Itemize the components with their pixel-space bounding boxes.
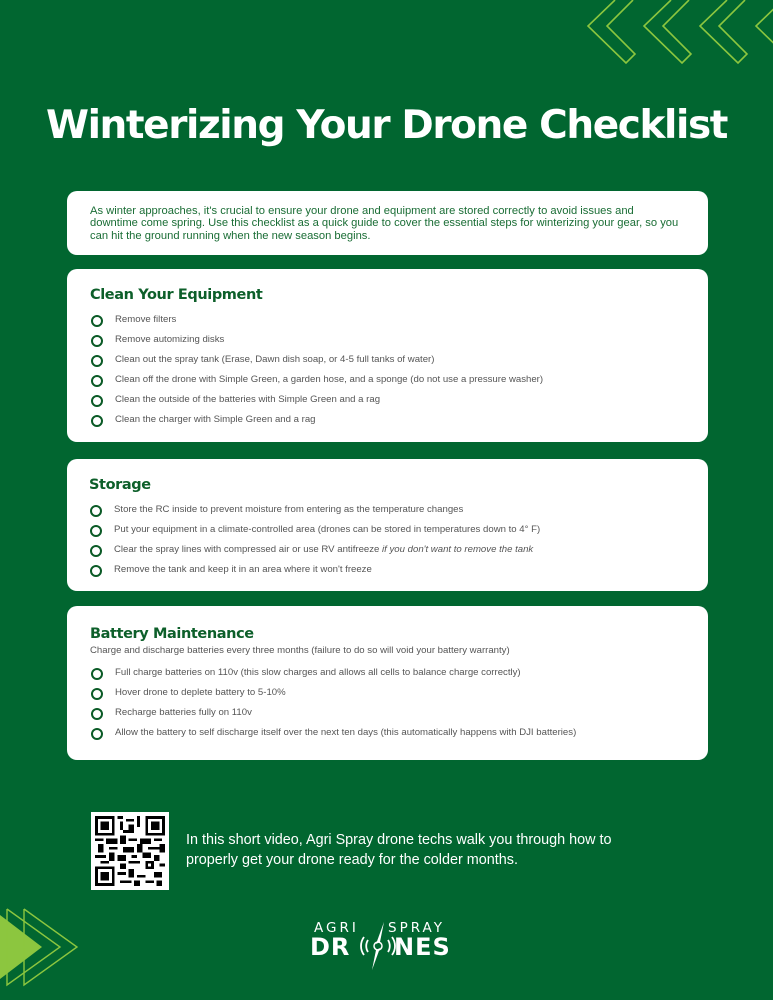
section-note: Charge and discharge batteries every three months (failure to do so will void your battery warranty)	[90, 645, 510, 656]
arrow-decoration-bottom	[0, 895, 90, 1000]
checklist-item[interactable]: Put your equipment in a climate-controlled area (drones can be stored in temperatures down to 4° F)	[89, 519, 686, 539]
section-title: Clean Your Equipment	[90, 287, 263, 303]
checklist-item[interactable]: Clean off the drone with Simple Green, a garden hose, and a sponge (do not use a pressure washer)	[90, 369, 686, 389]
checklist-item[interactable]: Store the RC inside to prevent moisture from entering as the temperature changes	[89, 499, 686, 519]
checkbox-circle-icon[interactable]	[90, 545, 102, 557]
section-title: Storage	[89, 477, 151, 493]
checkbox-circle-icon[interactable]	[91, 728, 103, 740]
section-title: Battery Maintenance	[90, 626, 254, 642]
checkbox-circle-icon[interactable]	[90, 525, 102, 537]
chevron-decoration-top	[580, 0, 773, 70]
checklist-item[interactable]: Hover drone to deplete battery to 5-10%	[90, 682, 686, 702]
intro-text: As winter approaches, it's crucial to ensure your drone and equipment are stored correctly to avoid issues and downtime come spring. Use this checklist as a quick guide to cover the essential steps for winterizing your gear, so you can hit the ground running when the new season begins.	[90, 205, 679, 242]
checklist-item[interactable]: Remove the tank and keep it in an area where it won't freeze	[89, 559, 686, 579]
checkbox-circle-icon[interactable]	[91, 688, 103, 700]
checkbox-circle-icon[interactable]	[91, 415, 103, 427]
checkbox-circle-icon[interactable]	[90, 565, 102, 577]
checklist-item[interactable]: Allow the battery to self discharge itself over the next ten days (this automatically happens with DJI batteries)	[90, 722, 686, 742]
checkbox-circle-icon[interactable]	[91, 395, 103, 407]
checkbox-circle-icon[interactable]	[91, 335, 103, 347]
logo-word-spray: SPRAY	[388, 920, 445, 936]
logo-word-dr: DR	[310, 933, 351, 961]
page-title: Winterizing Your Drone Checklist	[45, 103, 728, 148]
video-description: In this short video, Agri Spray drone techs walk you through how to properly get your drone ready for the colder months.	[186, 832, 612, 868]
checklist-item[interactable]: Clear the spray lines with compressed air or use RV antifreeze if you don't want to remove the tank	[89, 539, 686, 559]
checklist-item[interactable]: Remove automizing disks	[90, 329, 686, 349]
checkbox-circle-icon[interactable]	[91, 355, 103, 367]
section-clean-equipment	[67, 269, 708, 442]
checklist-item[interactable]: Recharge batteries fully on 110v	[90, 702, 686, 722]
intro-card	[67, 191, 708, 255]
checklist-item[interactable]: Clean out the spray tank (Erase, Dawn dish soap, or 4-5 full tanks of water)	[90, 349, 686, 369]
propeller-icon	[358, 920, 398, 972]
qr-code-icon	[95, 816, 165, 886]
checklist-item[interactable]: Clean the outside of the batteries with Simple Green and a rag	[90, 389, 686, 409]
checkbox-circle-icon[interactable]	[91, 668, 103, 680]
checklist-item[interactable]: Remove filters	[90, 309, 686, 329]
qr-code[interactable]	[91, 812, 169, 890]
checkbox-circle-icon[interactable]	[91, 708, 103, 720]
checklist-item[interactable]: Clean the charger with Simple Green and a rag	[90, 409, 686, 429]
checklist-item[interactable]: Full charge batteries on 110v (this slow charges and allows all cells to balance charge correctly)	[90, 662, 686, 682]
checkbox-circle-icon[interactable]	[90, 505, 102, 517]
checkbox-circle-icon[interactable]	[91, 375, 103, 387]
section-storage	[67, 459, 708, 591]
italic-note: if you don't want to remove the tank	[382, 543, 534, 555]
agri-spray-drones-logo	[310, 920, 470, 972]
logo-word-nes: NES	[394, 933, 451, 961]
section-battery-maintenance	[67, 606, 708, 760]
checkbox-circle-icon[interactable]	[91, 315, 103, 327]
logo-word-agri: AGRI	[314, 920, 359, 936]
